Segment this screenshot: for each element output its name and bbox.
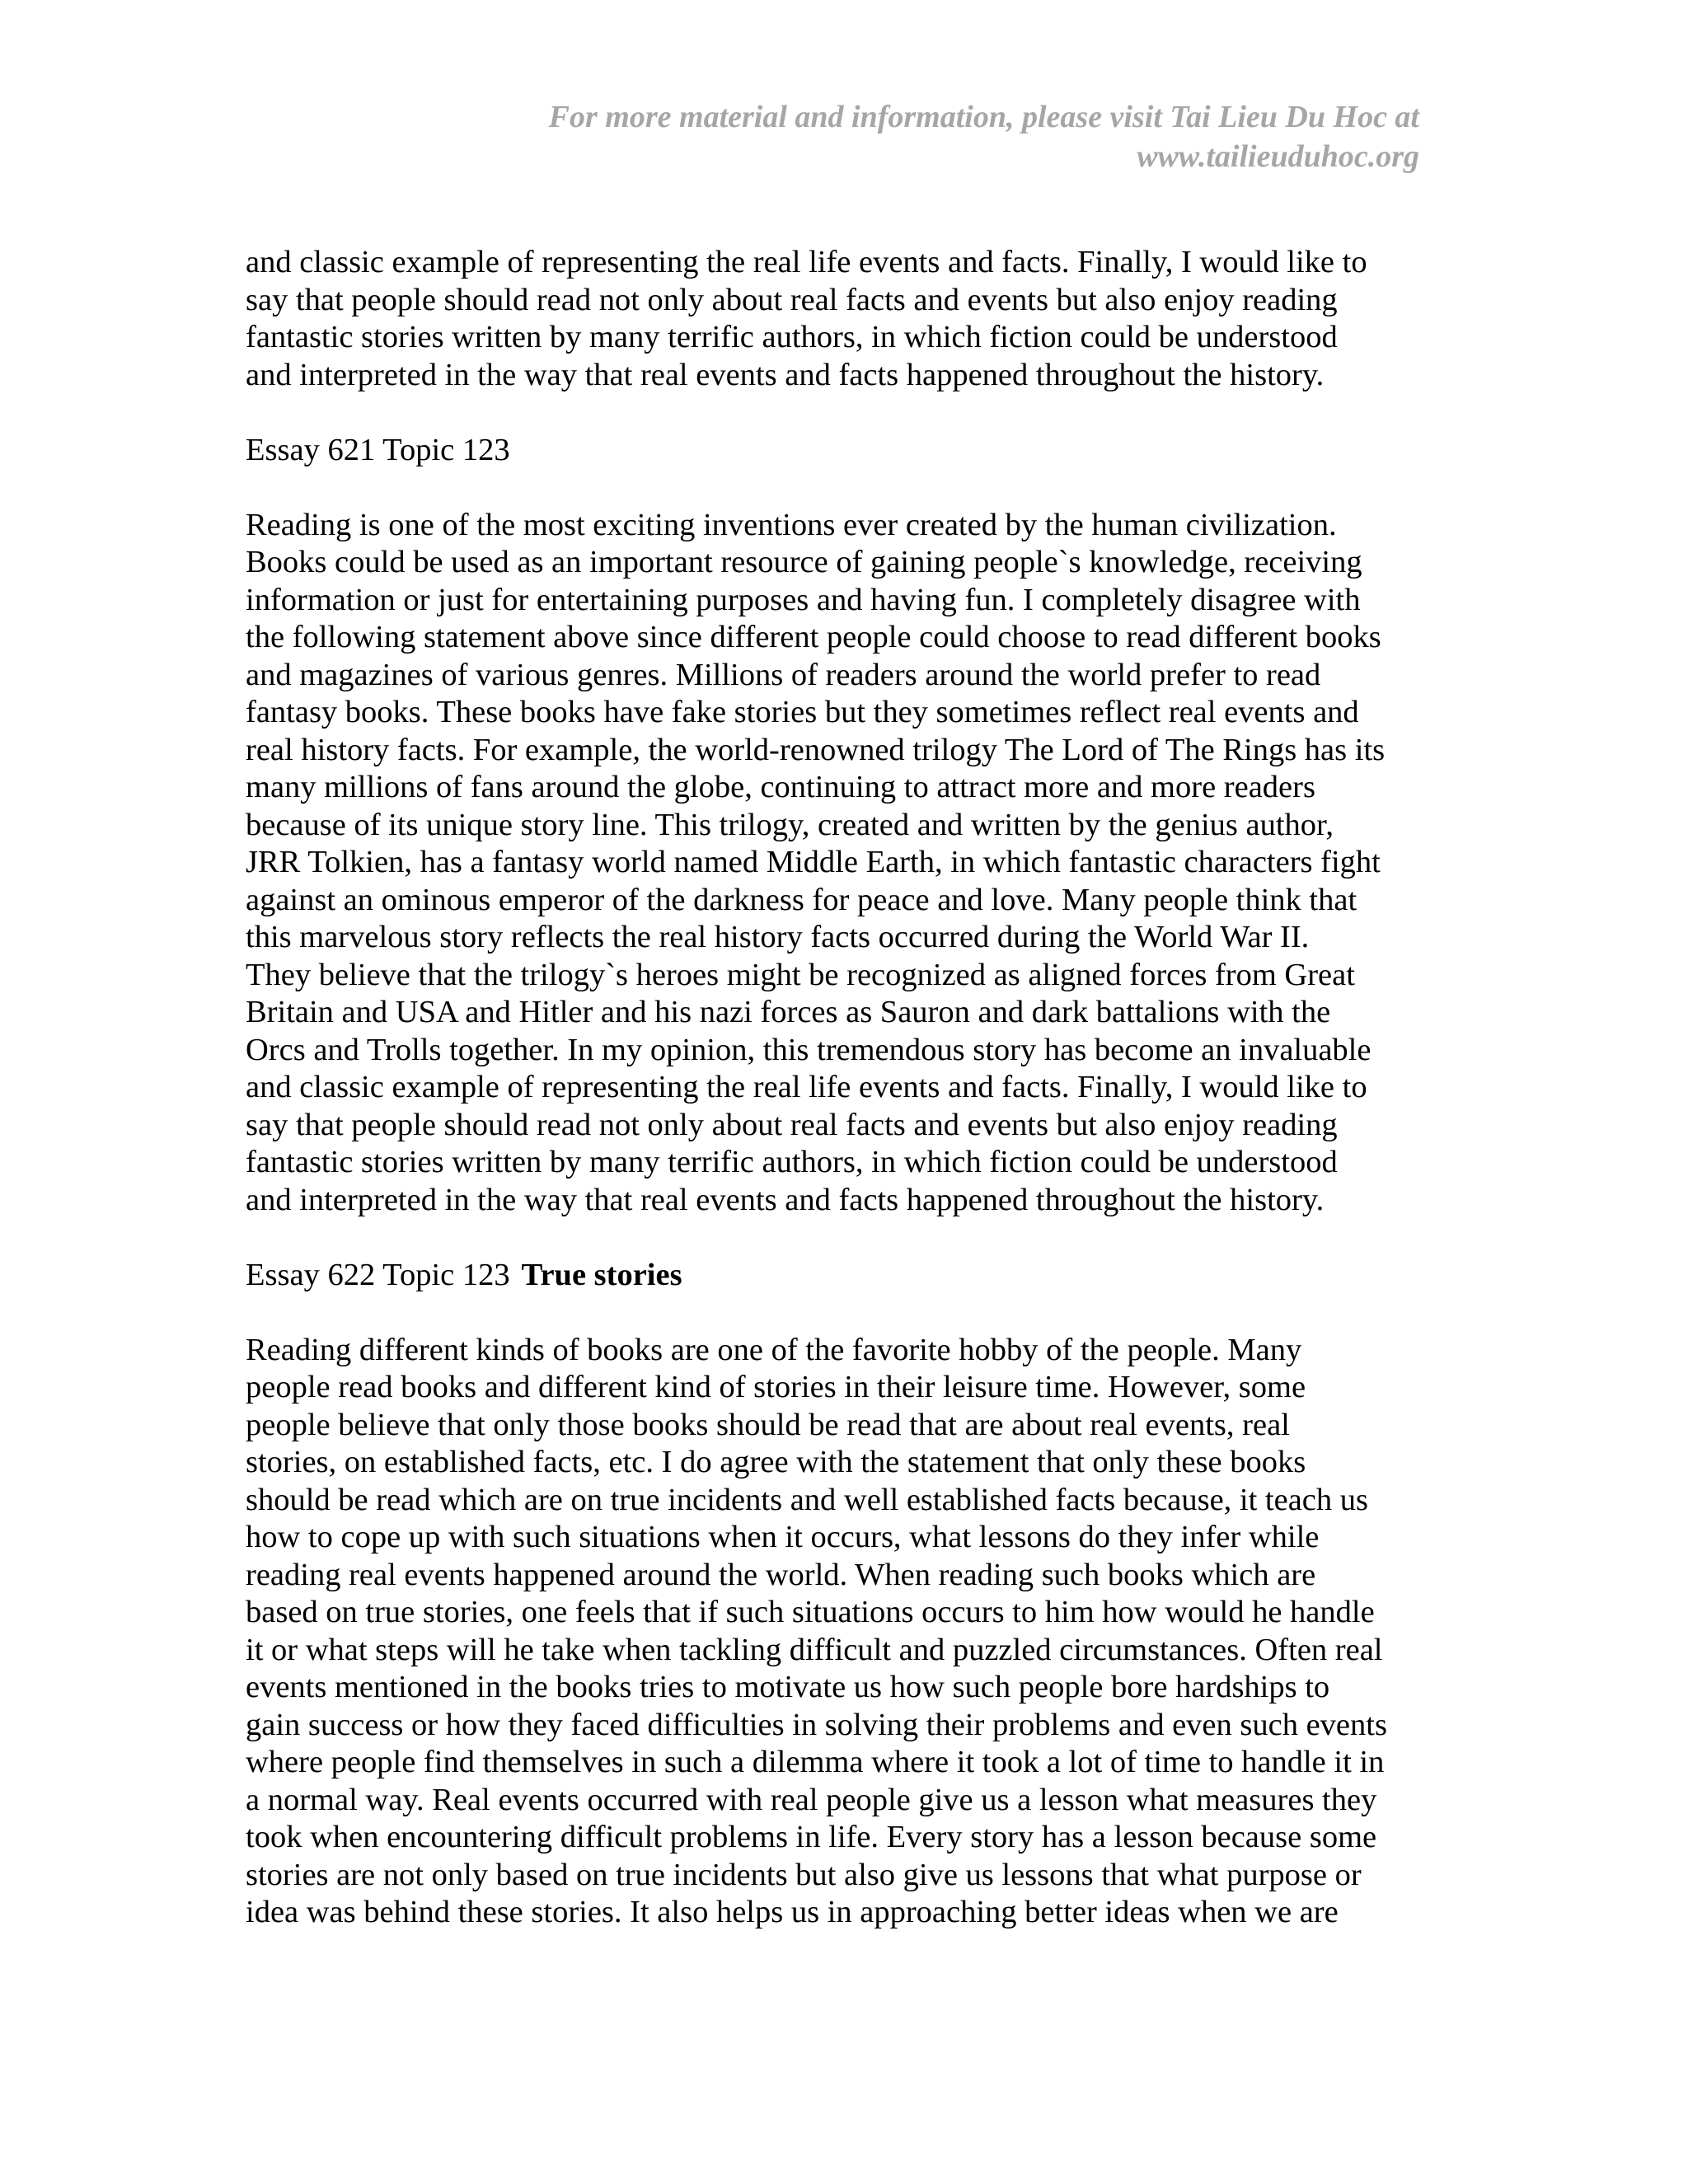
text-line: They believe that the trilogy`s heroes might be recognized as aligned forces from Great [246,957,1355,992]
text-line: idea was behind these stories. It also helps us in approaching better ideas when we are [246,1895,1339,1929]
text-line: against an ominous emperor of the darkness for peace and love. Many people think that [246,882,1357,917]
text-line: the following statement above since different people could choose to read different books [246,620,1381,654]
header-line-2: www.tailieuduhoc.org [1137,139,1419,174]
text-line: many millions of fans around the globe, continuing to attract more and more readers [246,770,1315,804]
text-line: Orcs and Trolls together. In my opinion, this tremendous story has become an invaluable [246,1032,1372,1067]
text-line: Reading is one of the most exciting inventions ever created by the human civilization. [246,507,1337,542]
text-line: and interpreted in the way that real events and facts happened throughout the history. [246,1182,1325,1217]
text-line: this marvelous story reflects the real history facts occurred during the World War II. [246,920,1310,954]
essay-621-label: Essay 621 Topic 123 [246,432,510,467]
text-line: took when encountering difficult problems in life. Every story has a lesson because some [246,1820,1377,1854]
text-line: fantastic stories written by many terrific authors, in which fiction could be understood [246,1145,1338,1179]
text-line: based on true stories, one feels that if such situations occurs to him how would he handle [246,1595,1375,1629]
text-line: reading real events happened around the world. When reading such books which are [246,1557,1316,1592]
text-line: because of its unique story line. This trilogy, created and written by the genius author, [246,807,1334,842]
essay-621-heading [246,432,1441,470]
text-line: stories, on established facts, etc. I do agree with the statement that only these books [246,1445,1306,1479]
text-line: and classic example of representing the real life events and facts. Finally, I would like to [246,245,1367,279]
text-line: information or just for entertaining purposes and having fun. I completely disagree with [246,582,1361,617]
text-line: how to cope up with such situations when it occurs, what lessons do they infer while [246,1520,1320,1554]
essay-622-body [246,1332,1441,1932]
text-line: fantasy books. These books have fake stories but they sometimes reflect real events and [246,695,1359,729]
text-line: events mentioned in the books tries to motivate us how such people bore hardships to [246,1670,1330,1704]
header-line-1: For more material and information, please visit Tai Lieu Du Hoc at [548,100,1419,134]
text-line: Britain and USA and Hitler and his nazi forces as Sauron and dark battalions with the [246,995,1331,1029]
text-line: real history facts. For example, the world-renowned trilogy The Lord of The Rings has its [246,732,1386,767]
text-line: should be read which are on true incidents and well established facts because, it teach us [246,1482,1368,1517]
text-line: JRR Tolkien, has a fantasy world named Middle Earth, in which fantastic characters fight [246,845,1381,879]
text-line: and classic example of representing the real life events and facts. Finally, I would like to [246,1070,1367,1104]
text-line: people read books and different kind of stories in their leisure time. However, some [246,1370,1306,1404]
text-line: and interpreted in the way that real events and facts happened throughout the history. [246,357,1325,392]
essay-621-body [246,507,1441,1220]
text-line: Reading different kinds of books are one of the favorite hobby of the people. Many [246,1332,1302,1367]
page-header [430,97,1419,176]
text-line: Books could be used as an important resource of gaining people`s knowledge, receiving [246,545,1362,579]
essay-622-heading [246,1257,1441,1295]
text-line: say that people should read not only about real facts and events but also enjoy reading [246,282,1338,317]
text-line: stories are not only based on true incidents but also give us lessons that what purpose or [246,1857,1362,1892]
essay-622-title: True stories [521,1257,682,1292]
text-line: fantastic stories written by many terrific authors, in which fiction could be understood [246,320,1338,354]
text-line: and magazines of various genres. Millions of readers around the world prefer to read [246,657,1321,692]
text-line: gain success or how they faced difficulties in solving their problems and even such events [246,1707,1387,1742]
text-line: a normal way. Real events occurred with real people give us a lesson what measures they [246,1782,1377,1817]
text-line: people believe that only those books should be read that are about real events, real [246,1407,1290,1442]
paragraph-continued [246,244,1441,394]
text-line: where people find themselves in such a dilemma where it took a lot of time to handle it in [246,1745,1385,1779]
essay-622-label: Essay 622 Topic 123 [246,1257,510,1292]
document-body [246,244,1441,1969]
text-line: say that people should read not only about real facts and events but also enjoy reading [246,1107,1338,1142]
text-line: it or what steps will he take when tackling difficult and puzzled circumstances. Often real [246,1632,1383,1667]
